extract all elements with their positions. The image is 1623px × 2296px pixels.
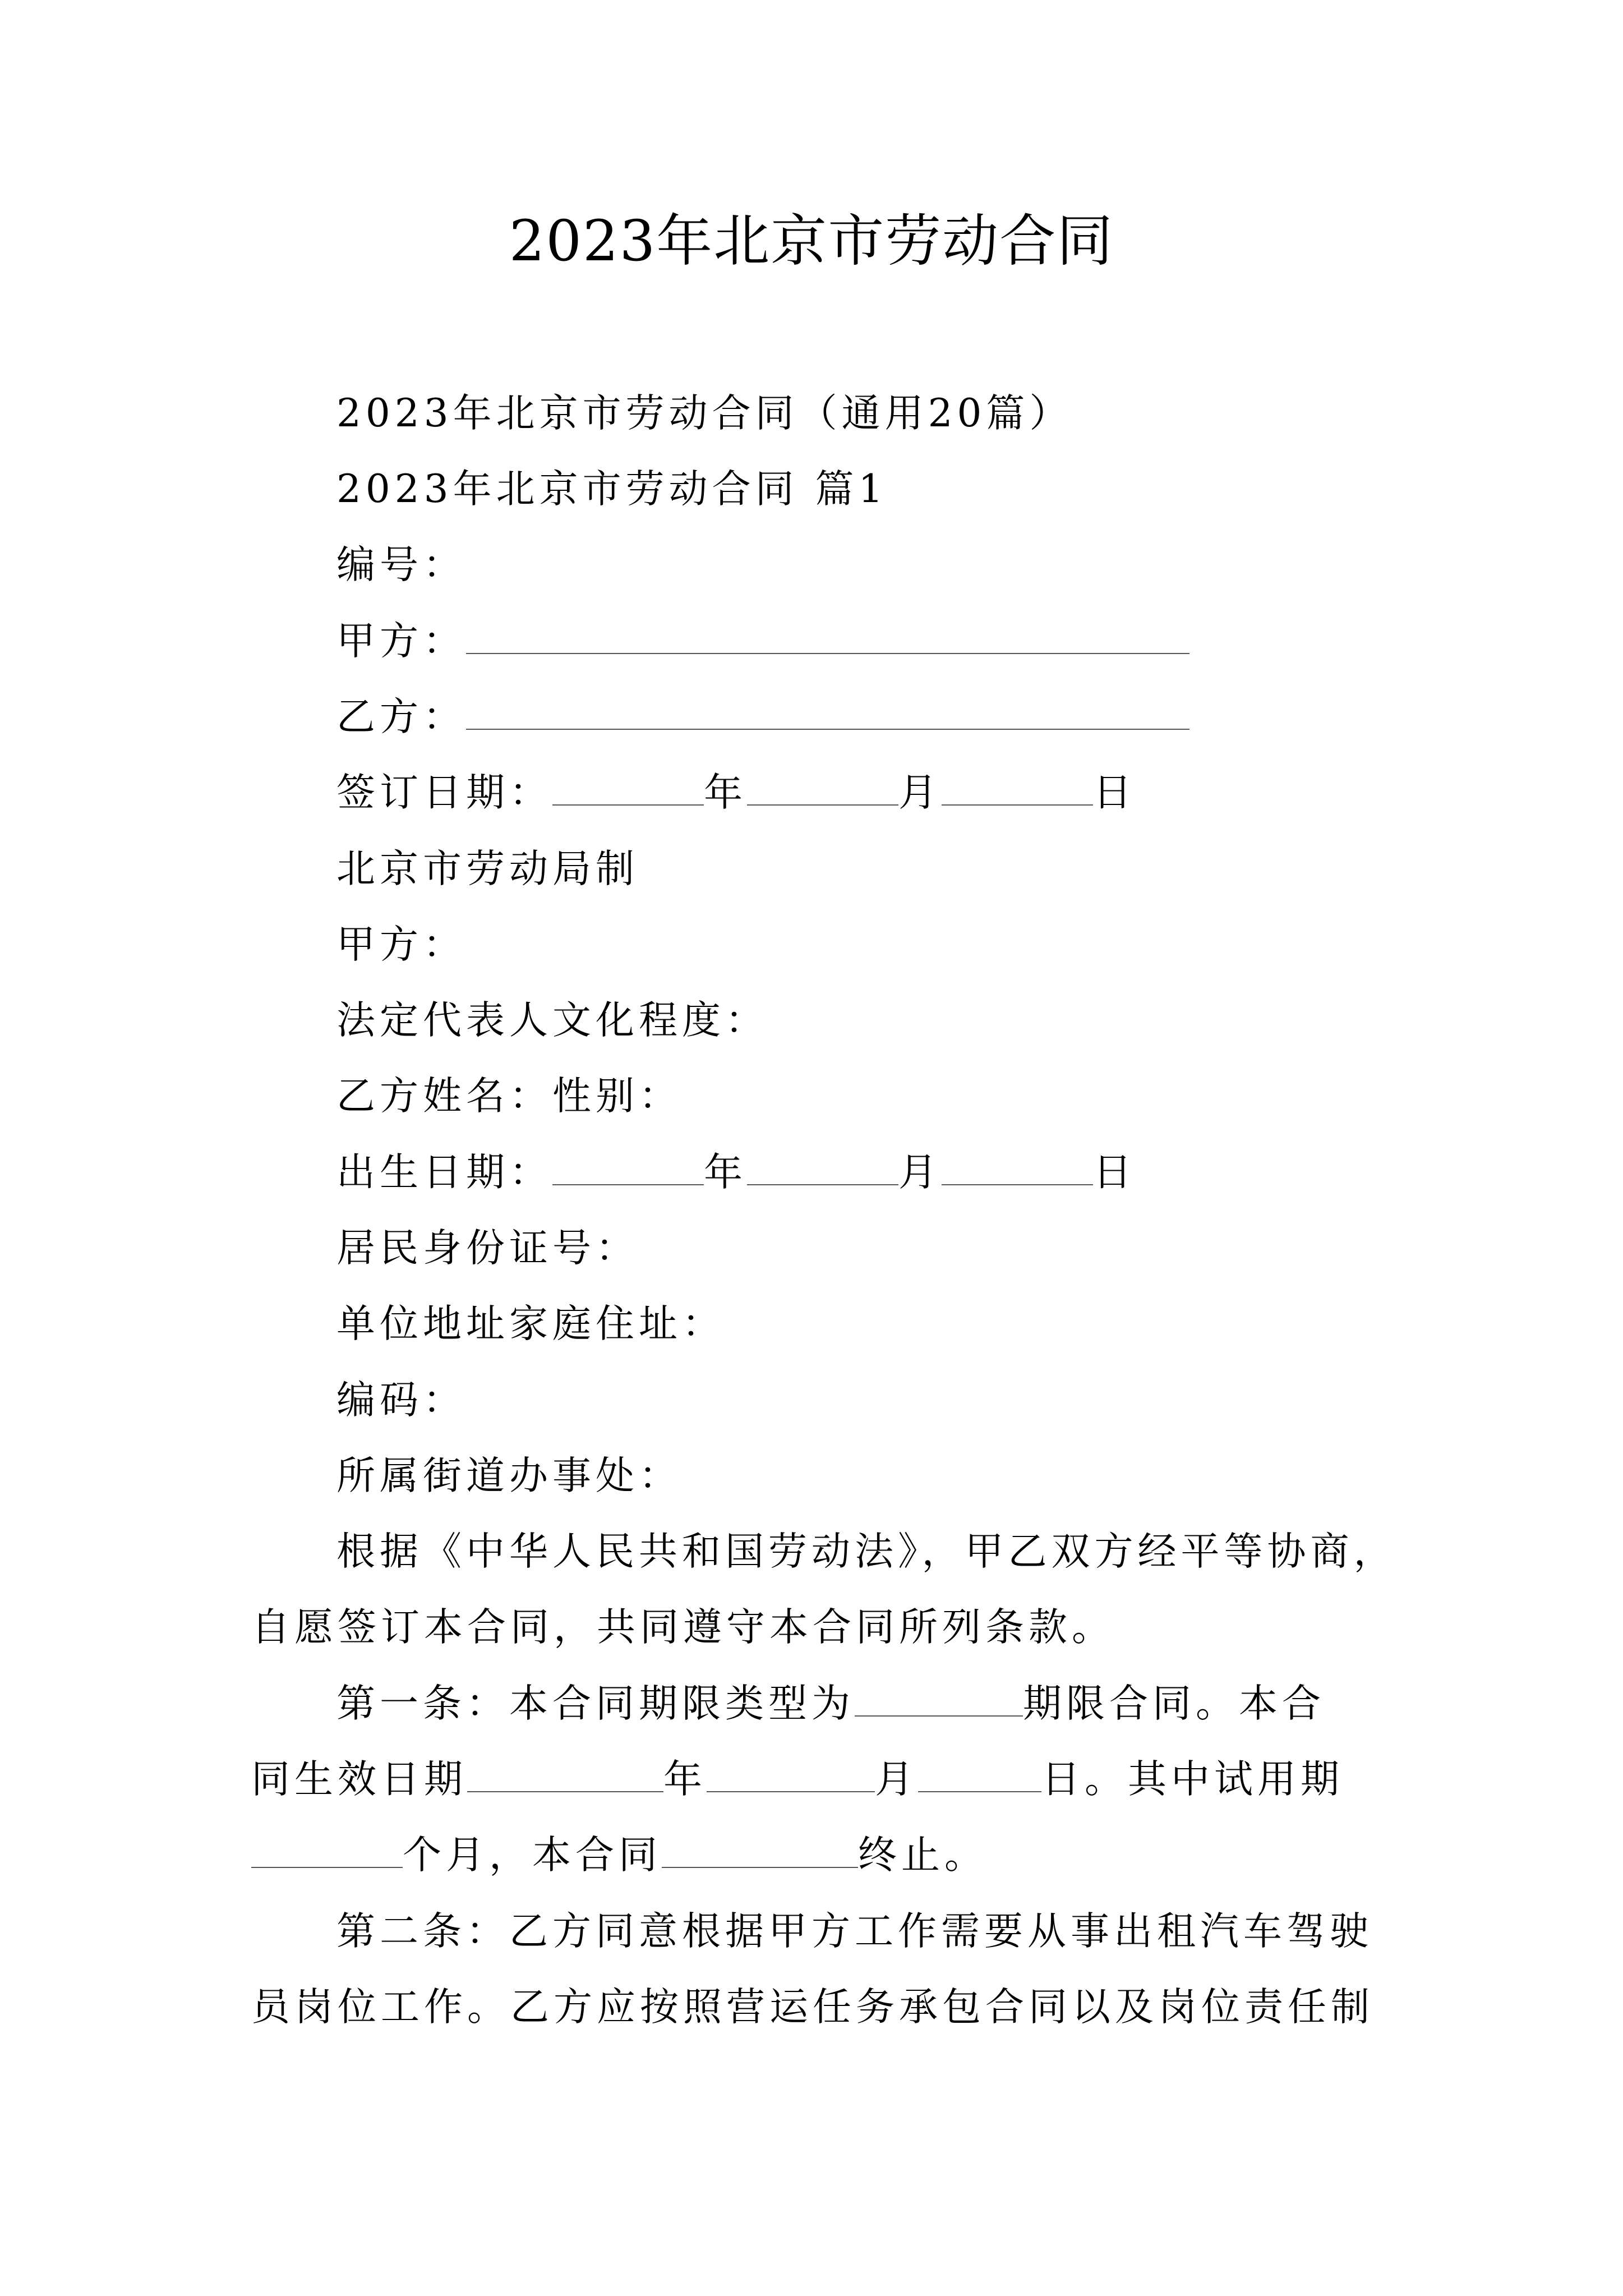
effective-month-blank — [707, 1756, 875, 1792]
issuer-text: 北京市劳动局制 — [336, 846, 639, 891]
section-heading: 2023年北京市劳动合同 篇1 — [336, 467, 888, 512]
party-a-blank — [466, 618, 1189, 654]
effective-month-label: 月 — [875, 1757, 918, 1802]
article-1-text-e: 终止。 — [858, 1833, 988, 1878]
article-1-text-a: 第一条：本合同期限类型为 — [336, 1681, 855, 1726]
legal-rep-label: 法定代表人文化程度： — [336, 998, 768, 1043]
birth-day-blank — [942, 1149, 1093, 1185]
sign-day-label: 日 — [1093, 770, 1136, 815]
birth-year-label: 年 — [704, 1150, 747, 1195]
party-b-label: 乙方： — [336, 694, 466, 739]
effective-year-label: 年 — [663, 1757, 707, 1802]
street-office-label: 所属街道办事处： — [336, 1453, 682, 1498]
sign-month-label: 月 — [898, 770, 942, 815]
address-label: 单位地址家庭住址： — [336, 1301, 725, 1346]
article-2-line-2: 员岗位工作。乙方应按照营运任务承包合同以及岗位责任制 — [251, 1985, 1374, 2030]
birth-date-label: 出生日期： — [336, 1150, 552, 1195]
article-1-text-b: 期限合同。本合 — [1023, 1681, 1325, 1726]
article-1-text-d: 个月，本合同 — [403, 1833, 662, 1878]
effective-date-label: 同生效日期 — [251, 1757, 467, 1802]
party-b-blank — [466, 694, 1189, 730]
termination-blank — [662, 1832, 858, 1868]
party-a-label-2: 甲方： — [336, 922, 466, 967]
birth-day-label: 日 — [1093, 1150, 1136, 1195]
article-2-line-1: 第二条：乙方同意根据甲方工作需要从事出租汽车驾驶 — [336, 1909, 1373, 1954]
document-subtitle: 2023年北京市劳动合同（通用20篇） — [336, 391, 1073, 436]
probation-blank — [251, 1832, 403, 1868]
sign-year-blank — [552, 770, 704, 806]
number-field-label: 编号： — [336, 542, 466, 587]
article-1-line-3 — [251, 1827, 988, 1883]
party-a-label: 甲方： — [336, 619, 466, 664]
preamble-line-1: 根据《中华人民共和国劳动法》，甲乙双方经平等协商， — [336, 1529, 1397, 1574]
sign-date-field — [336, 765, 1136, 821]
sign-day-blank — [942, 770, 1093, 806]
contract-type-blank — [855, 1681, 1023, 1717]
article-1-text-c: 日。其中试用期 — [1041, 1757, 1344, 1802]
article-1-line-1 — [336, 1676, 1325, 1732]
birth-month-blank — [747, 1149, 898, 1185]
id-number-label: 居民身份证号： — [336, 1226, 639, 1271]
effective-year-blank — [467, 1756, 663, 1792]
sign-month-blank — [747, 770, 898, 806]
sign-date-label: 签订日期： — [336, 770, 552, 815]
postcode-label: 编码： — [336, 1378, 466, 1423]
party-b-name-label: 乙方姓名：性别： — [336, 1074, 682, 1119]
birth-date-field — [336, 1144, 1136, 1200]
party-a-field — [336, 613, 1189, 669]
article-1-line-2 — [251, 1751, 1344, 1807]
document-title: 2023年北京市劳动合同 — [509, 208, 1114, 274]
birth-month-label: 月 — [898, 1150, 942, 1195]
birth-year-blank — [552, 1149, 704, 1185]
sign-year-label: 年 — [704, 770, 747, 815]
preamble-line-2: 自愿签订本合同，共同遵守本合同所列条款。 — [251, 1605, 1115, 1650]
party-b-field — [336, 689, 1189, 745]
effective-day-blank — [918, 1756, 1041, 1792]
